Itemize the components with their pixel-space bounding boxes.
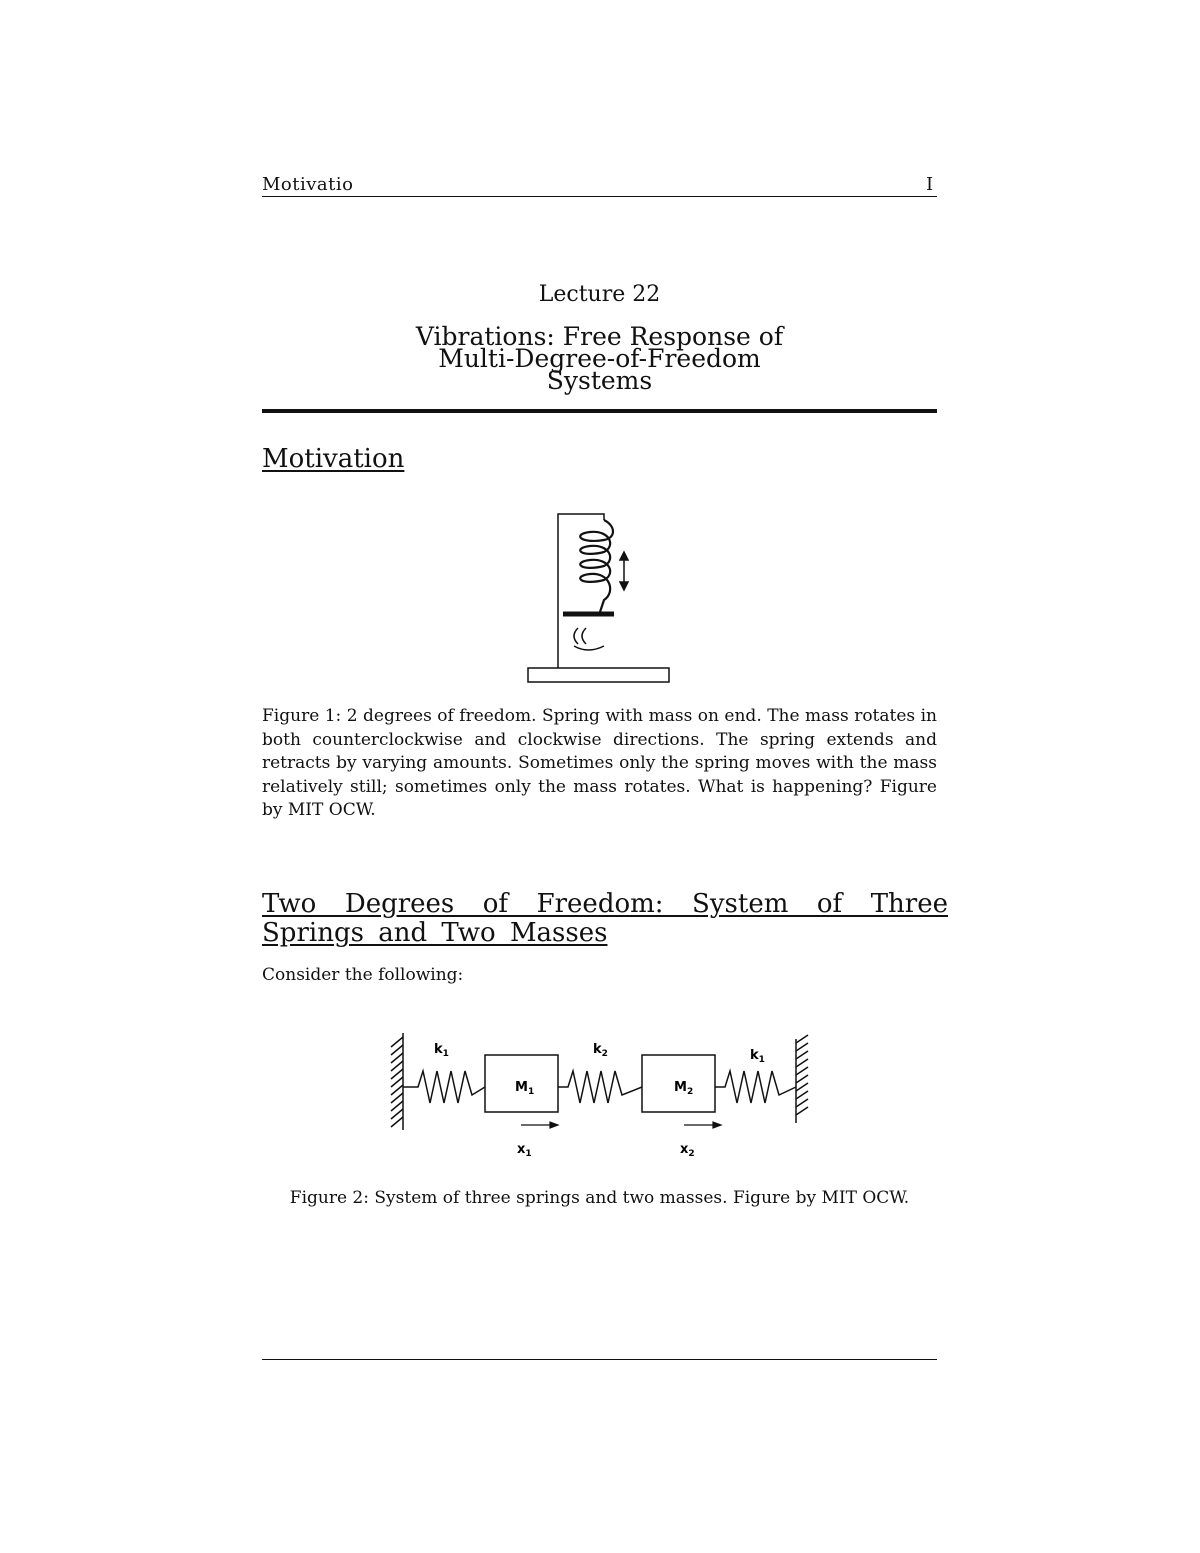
running-header-page: I bbox=[926, 174, 934, 195]
spring-k1-left bbox=[403, 1071, 485, 1103]
rotation-arcs-icon bbox=[574, 628, 604, 650]
label-k1-left: $k_1$ bbox=[434, 1042, 449, 1059]
label-x2: $x_2$ bbox=[680, 1142, 695, 1159]
label-m1: $M_1$ bbox=[515, 1080, 535, 1097]
spring-k2 bbox=[558, 1071, 642, 1103]
figure-1-spring-mass bbox=[520, 508, 680, 688]
arrow-x1-icon bbox=[521, 1122, 558, 1128]
double-arrow-icon bbox=[620, 552, 628, 590]
left-wall bbox=[391, 1033, 403, 1130]
section-heading-two-dof: Two Degrees of Freedom: System of Three Springs and Two Masses bbox=[262, 889, 948, 948]
footer-rule bbox=[262, 1359, 937, 1360]
label-x1: $x_1$ bbox=[517, 1142, 532, 1159]
label-k1-right: $k_1$ bbox=[750, 1048, 765, 1065]
arrow-x2-icon bbox=[684, 1122, 721, 1128]
label-k2: $k_2$ bbox=[593, 1042, 608, 1059]
title-line-2: Multi-Degree-of-Freedom bbox=[438, 344, 761, 373]
lecture-number: Lecture 22 bbox=[538, 282, 661, 307]
figure-2-three-springs-two-masses bbox=[378, 1025, 818, 1165]
spring-k1-right bbox=[715, 1071, 796, 1103]
base-plate bbox=[528, 668, 669, 682]
label-m2: $M_2$ bbox=[674, 1080, 694, 1097]
title-line-3: Systems bbox=[546, 366, 653, 395]
header-rule bbox=[262, 196, 937, 197]
coil-spring bbox=[580, 520, 613, 612]
figure-2-caption: Figure 2: System of three springs and two masses. Figure by MIT OCW. bbox=[289, 1188, 910, 1208]
title-rule bbox=[262, 409, 937, 413]
intro-text: Consider the following: bbox=[262, 965, 464, 985]
lecture-title bbox=[262, 322, 937, 395]
right-wall bbox=[796, 1035, 808, 1123]
figure-1-caption: Figure 1: 2 degrees of freedom. Spring with mass on end. The mass rotates in both counterclockwise and clockwise directions. The spring extends and retracts by varying amounts. Sometimes only the spring moves with the mass relatively still; sometimes only the mass rotates. What is happening? Figure by MIT OCW. bbox=[262, 706, 937, 820]
title-line-1: Vibrations: Free Response of bbox=[415, 322, 784, 351]
running-header-title: Motivatio bbox=[262, 174, 354, 195]
section-heading-motivation: Motivation bbox=[262, 444, 405, 474]
